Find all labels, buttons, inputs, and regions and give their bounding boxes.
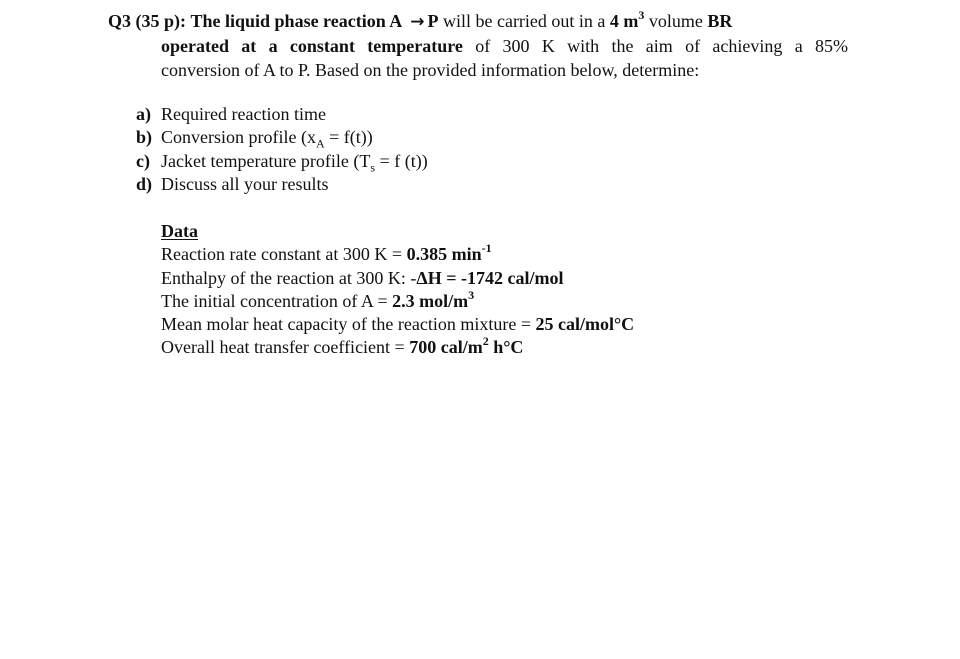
- question-continuation: [108, 34, 848, 82]
- task-label: a): [136, 104, 151, 124]
- data-row-rate-constant: [161, 243, 634, 266]
- task-text: Discuss all your results: [161, 173, 329, 194]
- question-line-2: [161, 34, 848, 58]
- data-row-value: ΔH: [416, 267, 442, 288]
- question-line-1: [108, 9, 848, 34]
- question-line-3: conversion of A to P. Based on the provided information below, determine:: [161, 60, 700, 80]
- question-block: [108, 9, 848, 82]
- question-text-3: of 300 K with the aim of achieving a 85%: [475, 36, 849, 56]
- task-text: Conversion profile (x: [161, 127, 316, 148]
- data-title: Data: [161, 221, 198, 241]
- task-label: c): [136, 150, 150, 171]
- question-number: Q3 (35 p):: [108, 11, 186, 31]
- task-label: d): [136, 173, 153, 194]
- data-row-exp: -1: [481, 241, 492, 256]
- task-subscript: A: [315, 136, 325, 151]
- data-row-value: 700 cal/m: [409, 337, 483, 358]
- data-row-value: 2.3 mol/m: [392, 290, 469, 311]
- data-row-text: Reaction rate constant at 300 K =: [161, 244, 407, 265]
- data-row-value: 0.385 min: [406, 244, 482, 265]
- task-label: b): [136, 127, 153, 148]
- task-list: [136, 103, 428, 196]
- task-text-post: = f (t)): [375, 150, 428, 171]
- data-row-exp: 2: [482, 334, 489, 349]
- task-text-post: = f(t)): [324, 127, 373, 148]
- data-section: [161, 220, 634, 360]
- data-row-heat-transfer: [161, 336, 634, 359]
- question-product: P: [427, 11, 439, 31]
- data-row-initial-concentration: [161, 287, 634, 313]
- question-operated: operated at a constant temperature: [161, 36, 463, 56]
- data-row-text: Overall heat transfer coefficient =: [161, 337, 410, 358]
- data-row-text: The initial concentration of A =: [161, 290, 393, 311]
- data-row-text: Mean molar heat capacity of the reaction mixture =: [161, 314, 536, 335]
- task-subscript: s: [370, 160, 376, 175]
- data-row-after: h°C: [488, 337, 524, 358]
- data-row-enthalpy: [161, 267, 634, 290]
- question-intro: The liquid phase reaction A: [190, 11, 403, 31]
- question-reactor: BR: [707, 11, 733, 31]
- question-volume: 4 m: [609, 11, 639, 31]
- question-text-2: volume: [648, 11, 703, 31]
- data-row-text: Enthalpy of the reaction at 300 K: -: [161, 267, 417, 288]
- task-item-d: [136, 173, 428, 196]
- task-item-b: [136, 126, 428, 149]
- task-text: Required reaction time: [161, 104, 326, 124]
- task-item-a: [136, 103, 428, 126]
- task-text: Jacket temperature profile (T: [161, 150, 371, 171]
- question-volume-exp: 3: [638, 8, 645, 22]
- data-row-after: = -1742 cal/mol: [441, 267, 564, 288]
- data-row-heat-capacity: [161, 313, 634, 336]
- data-row-exp: 3: [468, 287, 475, 302]
- task-item-c: [136, 150, 428, 173]
- reaction-arrow-icon: →: [410, 12, 425, 32]
- data-row-value: 25 cal/mol°C: [535, 314, 635, 335]
- question-text-1: will be carried out in a: [442, 11, 606, 31]
